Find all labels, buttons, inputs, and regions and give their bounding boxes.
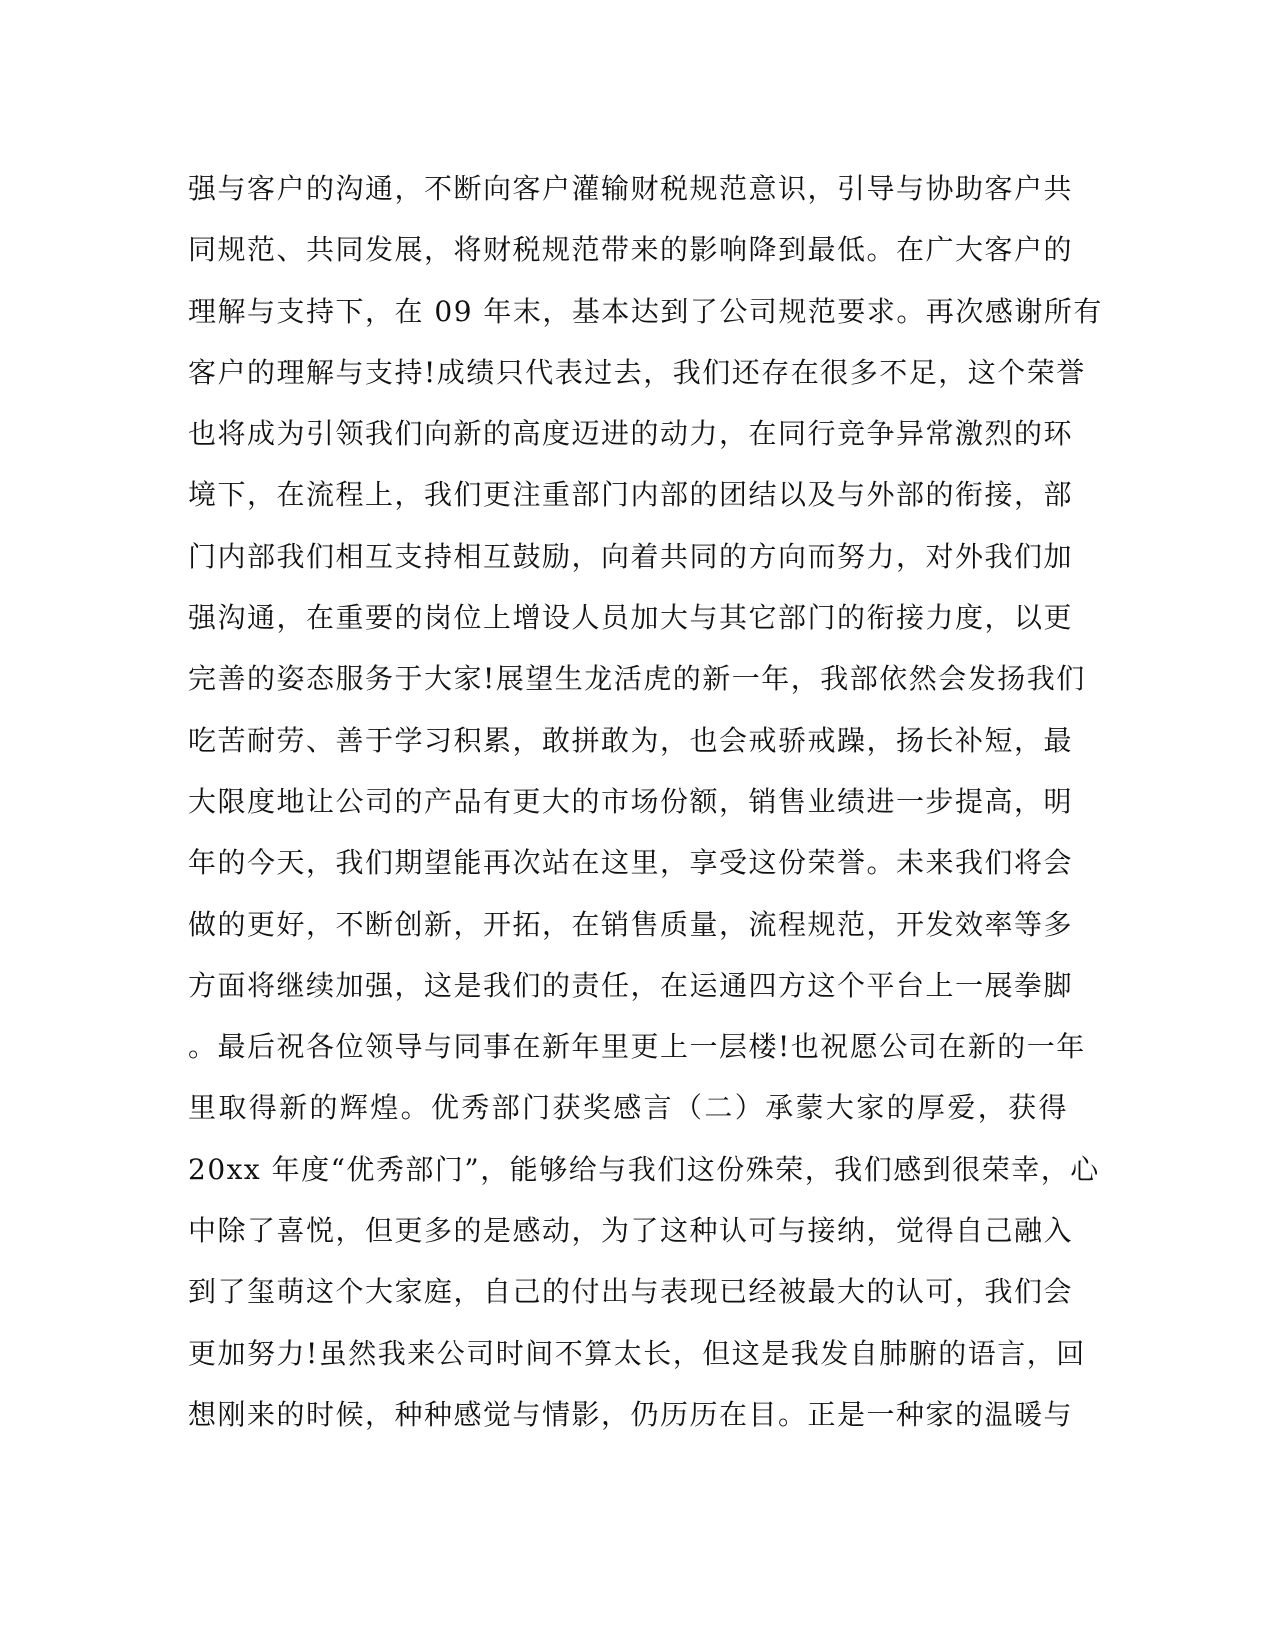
text-line: 20xx 年度“优秀部门”，能够给与我们这份殊荣，我们感到很荣幸，心 — [188, 1152, 1100, 1186]
text-line: 理解与支持下，在 09 年末，基本达到了公司规范要求。再次感谢所有 — [188, 294, 1103, 328]
text-line: 完善的姿态服务于大家!展望生龙活虎的新一年，我部依然会发扬我们 — [188, 662, 1086, 696]
text-line: 境下，在流程上，我们更注重部门内部的团结以及与外部的衔接，部 — [188, 478, 1074, 512]
text-line: 大限度地让公司的产品有更大的市场份额，销售业绩进一步提高，明 — [188, 784, 1074, 818]
text-line: 。最后祝各位领导与同事在新年里更上一层楼!也祝愿公司在新的一年 — [188, 1030, 1086, 1064]
text-line: 强沟通，在重要的岗位上增设人员加大与其它部门的衔接力度，以更 — [188, 601, 1074, 635]
body-text — [188, 158, 1103, 1445]
text-line: 门内部我们相互支持相互鼓励，向着共同的方向而努力，对外我们加 — [188, 539, 1074, 573]
text-line: 年的今天，我们期望能再次站在这里，享受这份荣誉。未来我们将会 — [188, 846, 1074, 880]
text-line: 吃苦耐劳、善于学习积累，敢拼敢为，也会戒骄戒躁，扬长补短，最 — [188, 723, 1074, 757]
text-line: 强与客户的沟通，不断向客户灌输财税规范意识，引导与协助客户共 — [188, 172, 1074, 205]
text-line: 客户的理解与支持!成绩只代表过去，我们还存在很多不足，这个荣誉 — [188, 355, 1086, 389]
text-line: 方面将继续加强，这是我们的责任，在运通四方这个平台上一展拳脚 — [188, 968, 1074, 1002]
text-line: 做的更好，不断创新，开拓，在销售质量，流程规范，开发效率等多 — [188, 907, 1074, 941]
text-line: 到了玺萌这个大家庭，自己的付出与表现已经被最大的认可，我们会 — [188, 1275, 1074, 1309]
text-line: 想刚来的时候，种种感觉与情影，仍历历在目。正是一种家的温暖与 — [188, 1397, 1074, 1431]
text-line: 也将成为引领我们向新的高度迈进的动力，在同行竞争异常激烈的环 — [188, 417, 1074, 451]
text-line: 里取得新的辉煌。优秀部门获奖感言（二）承蒙大家的厚爱，获得 — [188, 1091, 1068, 1125]
text-line: 中除了喜悦，但更多的是感动，为了这种认可与接纳，觉得自己融入 — [188, 1214, 1074, 1248]
text-line: 同规范、共同发展，将财税规范带来的影响降到最低。在广大客户的 — [188, 233, 1074, 267]
text-line: 更加努力!虽然我来公司时间不算太长，但这是我发自肺腑的语言，回 — [188, 1336, 1086, 1370]
